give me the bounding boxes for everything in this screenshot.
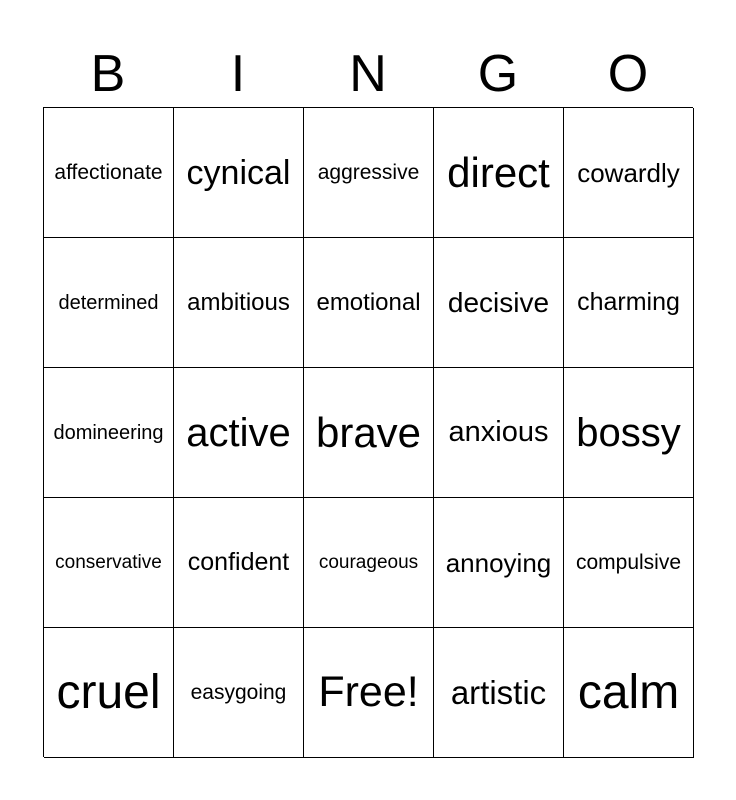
bingo-cell[interactable] [174, 108, 304, 238]
bingo-cell[interactable] [434, 498, 564, 628]
cell-word: determined [58, 291, 159, 314]
cell-word: decisive [447, 286, 550, 318]
cell-word: emotional [316, 288, 421, 316]
bingo-cell[interactable] [44, 498, 174, 628]
cell-word: annoying [445, 547, 552, 578]
bingo-cell[interactable] [174, 498, 304, 628]
cell-word: conservative [55, 552, 162, 573]
cell-word: confident [187, 548, 290, 576]
bingo-cell[interactable] [174, 628, 304, 758]
cell-word: anxious [448, 416, 549, 448]
header-letter-g: G [477, 45, 519, 103]
cell-word: active [186, 410, 291, 455]
header-letter-i: I [230, 45, 246, 103]
cell-word: cruel [56, 665, 161, 719]
header-letter-n: N [349, 45, 387, 103]
bingo-cell[interactable] [564, 628, 694, 758]
header-letter-o: O [607, 45, 649, 103]
bingo-cell[interactable] [304, 368, 434, 498]
cell-word: cynical [186, 153, 291, 192]
bingo-cell[interactable] [564, 368, 694, 498]
cell-word: courageous [318, 552, 419, 573]
cell-word: affectionate [54, 161, 163, 184]
bingo-cell[interactable] [44, 238, 174, 368]
bingo-cell[interactable] [564, 108, 694, 238]
bingo-cell[interactable] [174, 238, 304, 368]
cell-word: calm [577, 665, 680, 719]
bingo-cell[interactable] [174, 368, 304, 498]
cell-word: direct [447, 148, 550, 196]
header-letter-b: B [90, 45, 126, 103]
bingo-cell[interactable] [434, 238, 564, 368]
cell-word: ambitious [187, 288, 290, 316]
cell-word: aggressive [317, 161, 420, 184]
bingo-cell[interactable] [564, 498, 694, 628]
bingo-cell[interactable] [564, 238, 694, 368]
bingo-cell[interactable] [304, 238, 434, 368]
bingo-cell[interactable] [44, 108, 174, 238]
bingo-board [43, 107, 693, 757]
bingo-cell[interactable] [304, 108, 434, 238]
cell-word: brave [315, 408, 422, 456]
bingo-header [43, 40, 693, 108]
free-space-cell[interactable] [304, 628, 434, 758]
cell-word: artistic [450, 674, 547, 711]
cell-word: cowardly [577, 157, 680, 188]
cell-word: charming [577, 288, 680, 316]
cell-word: compulsive [575, 551, 682, 574]
bingo-cell[interactable] [304, 498, 434, 628]
bingo-cell[interactable] [434, 108, 564, 238]
bingo-cell[interactable] [434, 628, 564, 758]
bingo-cell[interactable] [44, 628, 174, 758]
cell-word: bossy [576, 410, 681, 455]
bingo-cell[interactable] [44, 368, 174, 498]
free-space-label: Free! [318, 668, 419, 716]
bingo-cell[interactable] [434, 368, 564, 498]
cell-word: easygoing [190, 681, 287, 704]
cell-word: domineering [53, 421, 164, 444]
